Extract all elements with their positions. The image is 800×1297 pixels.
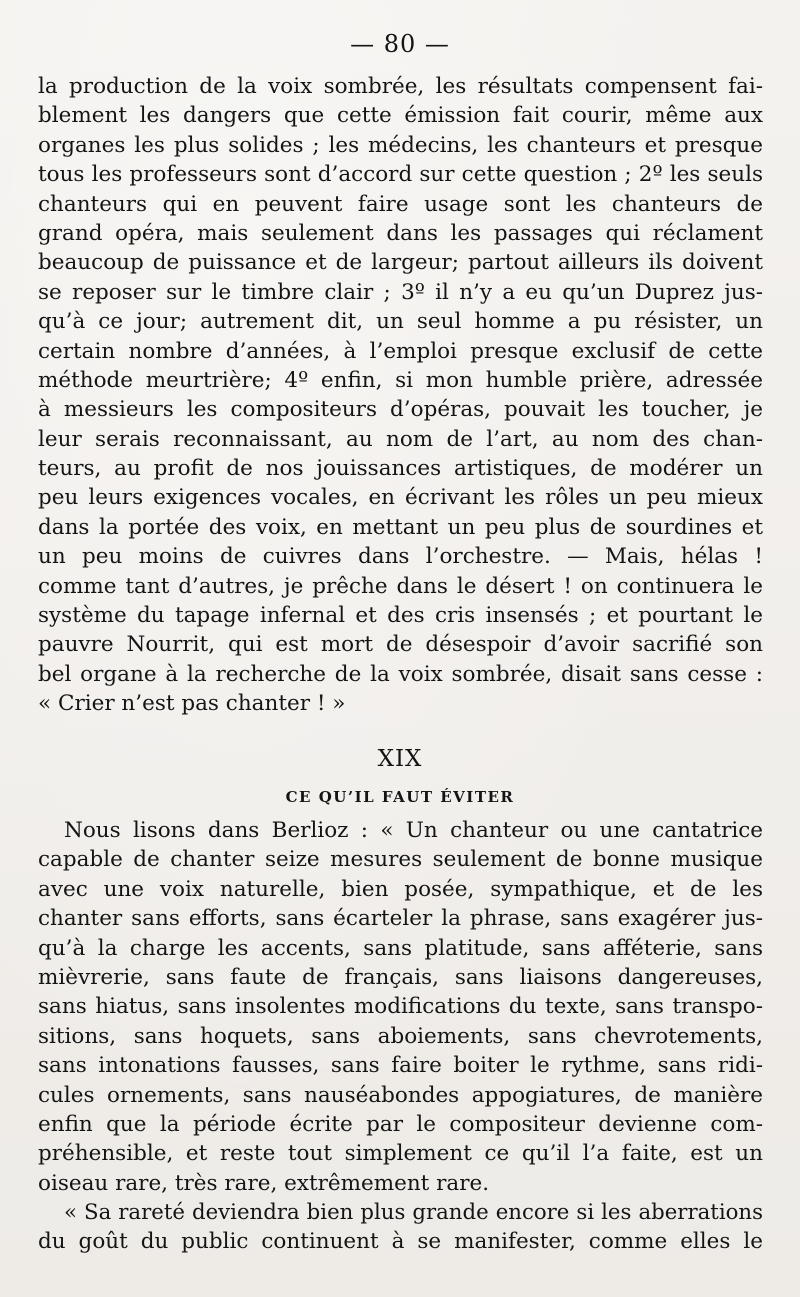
section-title: CE QU’IL FAUT ÉVITER (285, 788, 515, 806)
page-number: — 80 — (350, 30, 450, 58)
text-line: oiseau rare, très rare, extrêmement rare. (38, 1170, 490, 1196)
text-line: se reposer sur le timbre clair ; 3º il n’y a eu qu’un Duprez jus- (38, 279, 763, 305)
text-line: cules ornements, sans nauséabondes appogiatures, de manière (38, 1082, 763, 1108)
text-line: chanter sans efforts, sans écarteler la phrase, sans exagérer jus- (38, 906, 763, 932)
text-line: sans intonations fausses, sans faire boiter le rythme, sans ridi- (38, 1053, 763, 1079)
text-line: « Sa rareté deviendra bien plus grande encore si les aberrations (64, 1200, 763, 1226)
text-line: à messieurs les compositeurs d’opéras, pouvait les toucher, je (38, 397, 763, 423)
text-line: enfin que la période écrite par le compositeur devienne com- (38, 1111, 763, 1137)
text-line: capable de chanter seize mesures seulement de bonne musique (38, 847, 763, 873)
text-line: système du tapage infernal et des cris insensés ; et pourtant le (38, 603, 763, 629)
text-line: beaucoup de puissance et de largeur; partout ailleurs ils doivent (38, 250, 763, 276)
text-line: certain nombre d’années, à l’emploi presque exclusif de cette (38, 338, 763, 364)
text-line: pauvre Nourrit, qui est mort de désespoir d’avoir sacrifié son (38, 632, 763, 658)
text-line: préhensible, et reste tout simplement ce qu’il l’a faite, est un (38, 1141, 763, 1167)
text-line: qu’à ce jour; autrement dit, un seul homme a pu résister, un (38, 309, 763, 335)
text-line: chanteurs qui en peuvent faire usage sont les chanteurs de (38, 191, 763, 217)
text-line: mièvrerie, sans faute de français, sans liaisons dangereuses, (38, 964, 763, 990)
text-line: « Crier n’est pas chanter ! » (38, 691, 346, 717)
text-line: sitions, sans hoquets, sans aboiements, sans chevrotements, (38, 1023, 763, 1049)
text-line: un peu moins de cuivres dans l’orchestre. — Mais, hélas ! (38, 544, 763, 570)
text-line: blement les dangers que cette émission fait courir, même aux (38, 103, 763, 129)
text-line: méthode meurtrière; 4º enfin, si mon humble prière, adressée (38, 367, 763, 393)
text-line: comme tant d’autres, je prêche dans le désert ! on continuera le (38, 573, 763, 599)
text-line: leur serais reconnaissant, au nom de l’art, au nom des chan- (38, 426, 763, 452)
text-line: organes les plus solides ; les médecins, les chanteurs et presque (38, 132, 763, 158)
text-line: la production de la voix sombrée, les résultats compensent fai- (38, 74, 763, 99)
text-line: tous les professeurs sont d’accord sur cette question ; 2º les seuls (38, 162, 763, 188)
text-line: peu leurs exigences vocales, en écrivant les rôles un peu mieux (38, 485, 763, 511)
paragraph-voix-sombree (38, 72, 763, 719)
section-number: XIX (377, 746, 423, 772)
text-line: grand opéra, mais seulement dans les passages qui réclament (38, 220, 763, 246)
text-line: bel organe à la recherche de la voix sombrée, disait sans cesse : (38, 661, 763, 687)
text-line: dans la portée des voix, en mettant un peu plus de sourdines et (38, 514, 763, 540)
paragraph-berlioz (38, 816, 763, 1257)
text-line: Nous lisons dans Berlioz : « Un chanteur ou une cantatrice (64, 818, 763, 843)
text-line: du goût du public continuent à se manifester, comme elles le (38, 1229, 763, 1255)
text-line: teurs, au profit de nos jouissances artistiques, de modérer un (38, 456, 763, 482)
text-line: sans hiatus, sans insolentes modifications du texte, sans transpo- (38, 994, 763, 1020)
text-line: qu’à la charge les accents, sans platitude, sans afféterie, sans (38, 935, 763, 961)
text-line: avec une voix naturelle, bien posée, sympathique, et de les (38, 876, 763, 902)
